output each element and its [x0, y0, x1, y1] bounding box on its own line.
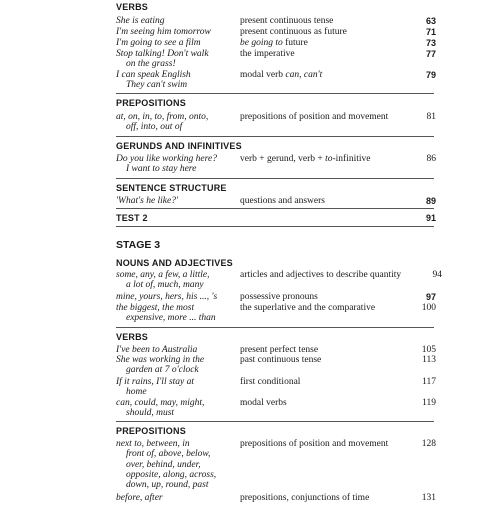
- topic-description: present continuous tense: [240, 16, 334, 26]
- topic-description: verb + gerund, verb + to-infinitive: [240, 154, 371, 164]
- example-text: mine, yours, hers, his ..., 's: [116, 292, 218, 302]
- topic-description: present continuous as future: [240, 27, 347, 37]
- page-number: 63: [425, 16, 436, 26]
- section-heading-prepositions: PREPOSITIONS: [116, 98, 186, 108]
- page-number: 86: [426, 154, 436, 164]
- topic-description: modal verbs: [240, 398, 287, 408]
- topic-description: present perfect tense: [240, 345, 319, 355]
- stage-heading: STAGE 3: [116, 239, 161, 251]
- section-heading-gerunds: GERUNDS AND INFINITIVES: [116, 141, 242, 151]
- example-text: I'm going to see a film: [116, 38, 201, 48]
- section-heading-prepositions: PREPOSITIONS: [116, 426, 186, 436]
- page-number: 71: [425, 27, 436, 37]
- topic-description: modal verb can, can't: [240, 70, 323, 80]
- page-number: 105: [421, 345, 436, 355]
- section-divider: [116, 178, 434, 179]
- topic-description: questions and answers: [240, 196, 325, 206]
- example-text: 'What's he like?': [116, 196, 179, 206]
- section-heading-sentence-structure: SENTENCE STRUCTURE: [116, 183, 227, 193]
- example-text: Do you like working here? I want to stay here: [116, 154, 217, 175]
- section-divider: [116, 93, 434, 94]
- section-heading-verbs: VERBS: [116, 2, 149, 12]
- example-text: before, after: [116, 493, 163, 503]
- topic-description: prepositions of position and movement: [240, 112, 389, 122]
- section-divider: [116, 421, 434, 422]
- example-text: some, any, a few, a little, a lot of, much, many: [116, 270, 210, 291]
- example-text: I've been to Australia: [116, 345, 198, 355]
- section-heading-verbs: VERBS: [116, 332, 149, 342]
- page-number: 79: [425, 70, 436, 80]
- example-text: can, could, may, might, should, must: [116, 398, 205, 419]
- topic-description: the imperative: [240, 49, 295, 59]
- topic-description: past continuous tense: [240, 355, 322, 365]
- section-divider: [116, 327, 434, 328]
- topic-description: first conditional: [240, 377, 301, 387]
- topic-description: articles and adjectives to describe quantity: [240, 270, 402, 280]
- example-text: If it rains, I'll stay at home: [116, 377, 195, 398]
- page-number: 100: [421, 303, 436, 313]
- topic-description: the superlative and the comparative: [240, 303, 376, 313]
- example-text: the biggest, the most expensive, more ... than: [116, 303, 216, 324]
- section-divider: [116, 136, 434, 137]
- topic-description: prepositions of position and movement: [240, 439, 389, 449]
- example-text: She was working in the garden at 7 o'clock: [116, 355, 205, 376]
- example-text: at, on, in, to, from, onto, off, into, out of: [116, 112, 209, 133]
- topic-description: be going to future: [240, 38, 308, 48]
- section-divider: [116, 208, 434, 209]
- page-number: 77: [425, 49, 436, 59]
- example-text: I'm seeing him tomorrow: [116, 27, 211, 37]
- topic-description: prepositions, conjunctions of time: [240, 493, 370, 503]
- page-number: 113: [422, 355, 436, 365]
- page-number: 73: [425, 38, 436, 48]
- page-number: 128: [421, 439, 436, 449]
- example-text: Stop talking! Don't walk on the grass!: [116, 49, 209, 70]
- page-number: 131: [421, 493, 436, 503]
- page-number: 94: [432, 270, 442, 280]
- page-number: 97: [425, 292, 436, 302]
- section-divider: [116, 226, 434, 227]
- example-text: I can speak English They can't swim: [116, 70, 191, 91]
- page-number: 117: [422, 377, 436, 387]
- page-number: 91: [425, 213, 436, 223]
- example-text: She is eating: [116, 16, 165, 26]
- test-heading: TEST 2: [116, 213, 148, 223]
- page-number: 89: [425, 196, 436, 206]
- example-text: next to, between, in front of, above, below, over, behind, under, opposite, along, across, down, up, round, past: [116, 439, 217, 491]
- section-heading-nouns-adjectives: NOUNS AND ADJECTIVES: [116, 258, 233, 268]
- page-number: 81: [426, 112, 436, 122]
- page-number: 119: [422, 398, 436, 408]
- topic-description: possessive pronouns: [240, 292, 318, 302]
